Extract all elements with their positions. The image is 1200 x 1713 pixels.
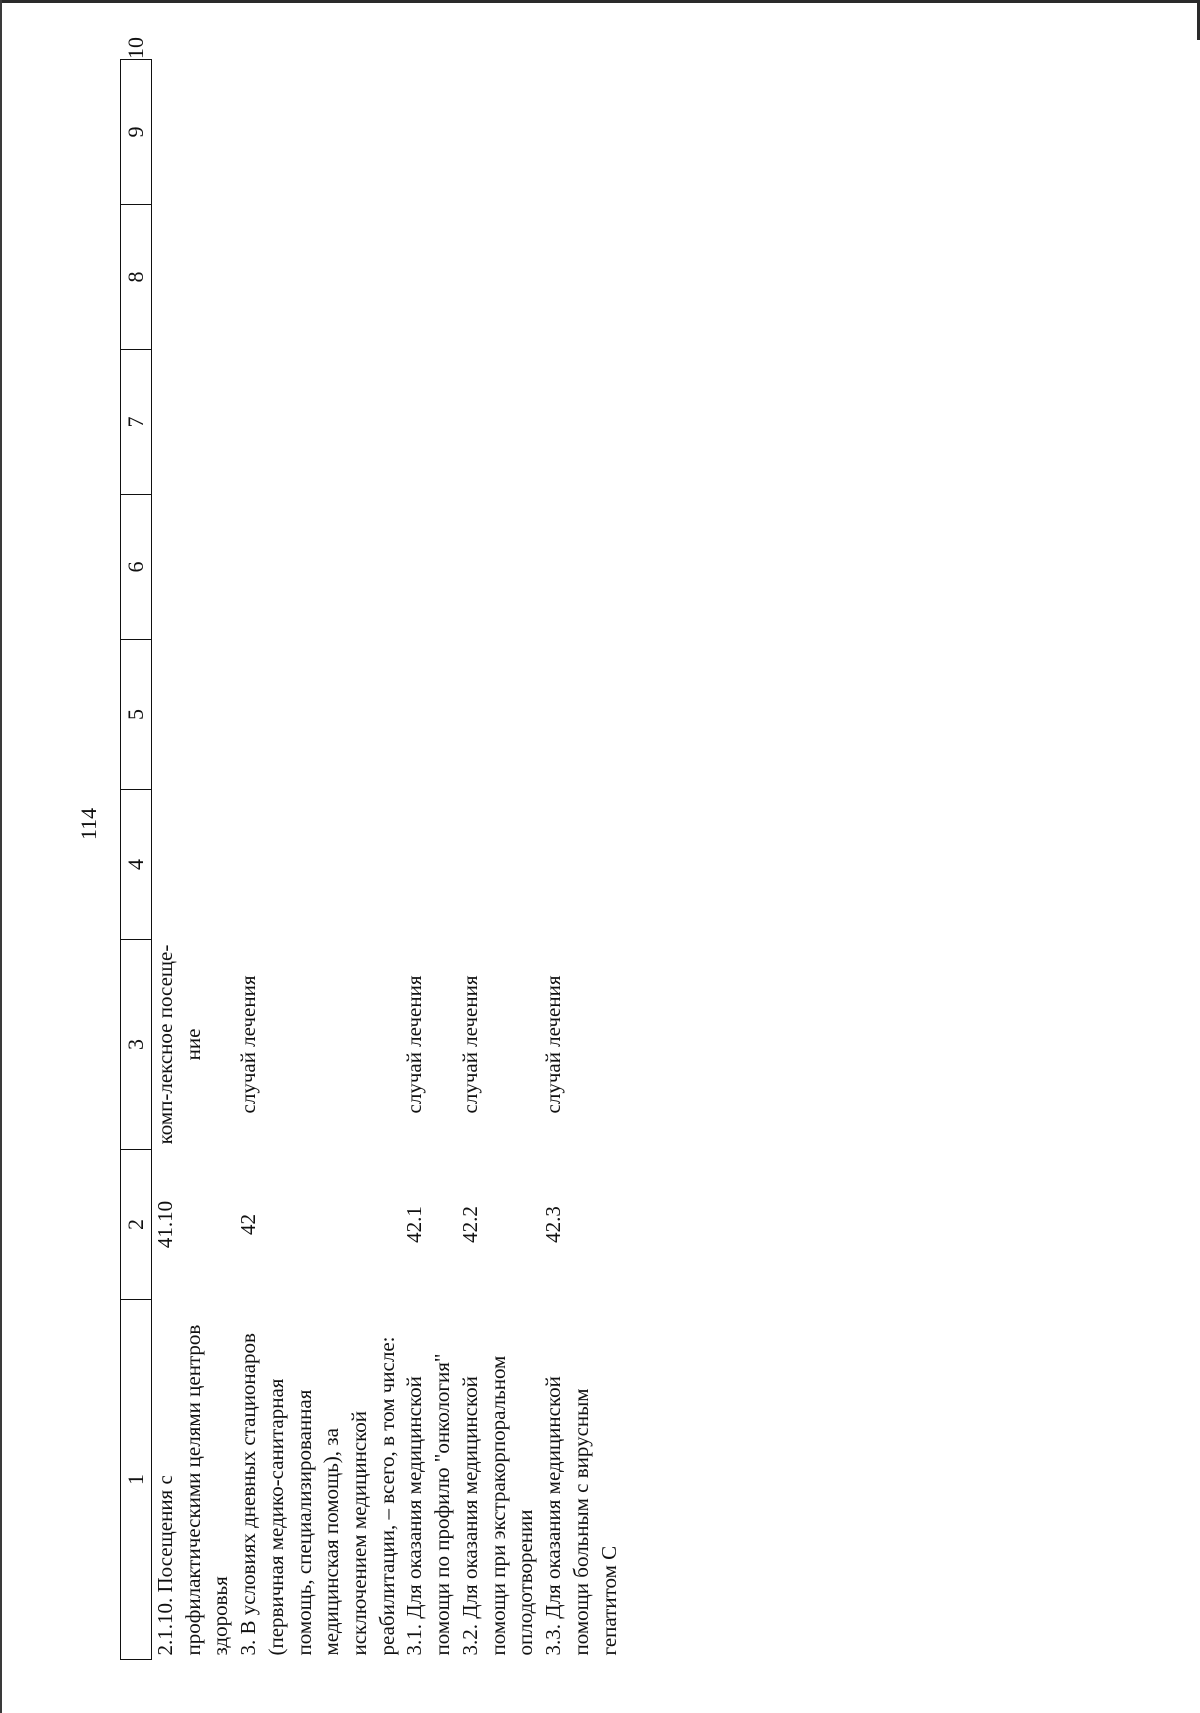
table-row (540, 60, 623, 1660)
data-table (120, 37, 623, 1660)
row-unit-cell: случай лечения (541, 975, 566, 1114)
column-header: 4 (121, 790, 152, 940)
row-unit-cell: комп-лексное посеще-ние (153, 944, 205, 1145)
table-header-row: 1 2 3 4 5 6 7 8 9 10 (121, 60, 152, 1660)
table-row (152, 60, 236, 1660)
row-code-cell: 41.10 (153, 1200, 177, 1249)
row-name-cell: 3. В условиях дневных стационаров (первичная медико-санитарная помощь, специализированная медицинская помощь), за исключением медицинской реабилитации, – всего, в том числе: (236, 1333, 399, 1656)
page-number: 114 (76, 807, 101, 840)
scan-border-top (0, 0, 1200, 3)
table-row (401, 60, 456, 1660)
column-header: 5 (121, 640, 152, 790)
rotated-table-sheet (120, 37, 900, 1660)
row-unit-cell: случай лечения (457, 975, 482, 1114)
column-header: 7 (121, 350, 152, 495)
column-header: 9 (121, 60, 152, 205)
column-header: 1 (121, 1300, 152, 1660)
row-name-cell: 3.2. Для оказания медицинской помощи при экстракорпоральном оплодотворении (457, 1355, 538, 1656)
column-header: 2 (121, 1150, 152, 1300)
row-name-cell: 2.1.10. Посещения с профилактическими целями центров здоровья (153, 1324, 233, 1656)
table-row (235, 60, 401, 1660)
column-header: 6 (121, 495, 152, 640)
row-code-cell: 42.1 (402, 1206, 427, 1243)
row-code-cell: 42 (236, 1214, 261, 1235)
row-unit-cell: случай лечения (236, 975, 261, 1114)
row-name-cell: 3.3. Для оказания медицинской помощи больным с вирусным гепатитом С (541, 1376, 621, 1656)
row-code-cell: 42.2 (457, 1206, 482, 1243)
scan-border-left (0, 0, 2, 1713)
column-header: 3 (121, 940, 152, 1150)
row-code-cell: 42.3 (541, 1206, 566, 1243)
row-unit-cell: случай лечения (402, 975, 427, 1114)
row-name-cell: 3.1. Для оказания медицинской помощи по профилю "онкология" (402, 1353, 455, 1656)
table-row (457, 60, 540, 1660)
column-header: 8 (121, 205, 152, 350)
